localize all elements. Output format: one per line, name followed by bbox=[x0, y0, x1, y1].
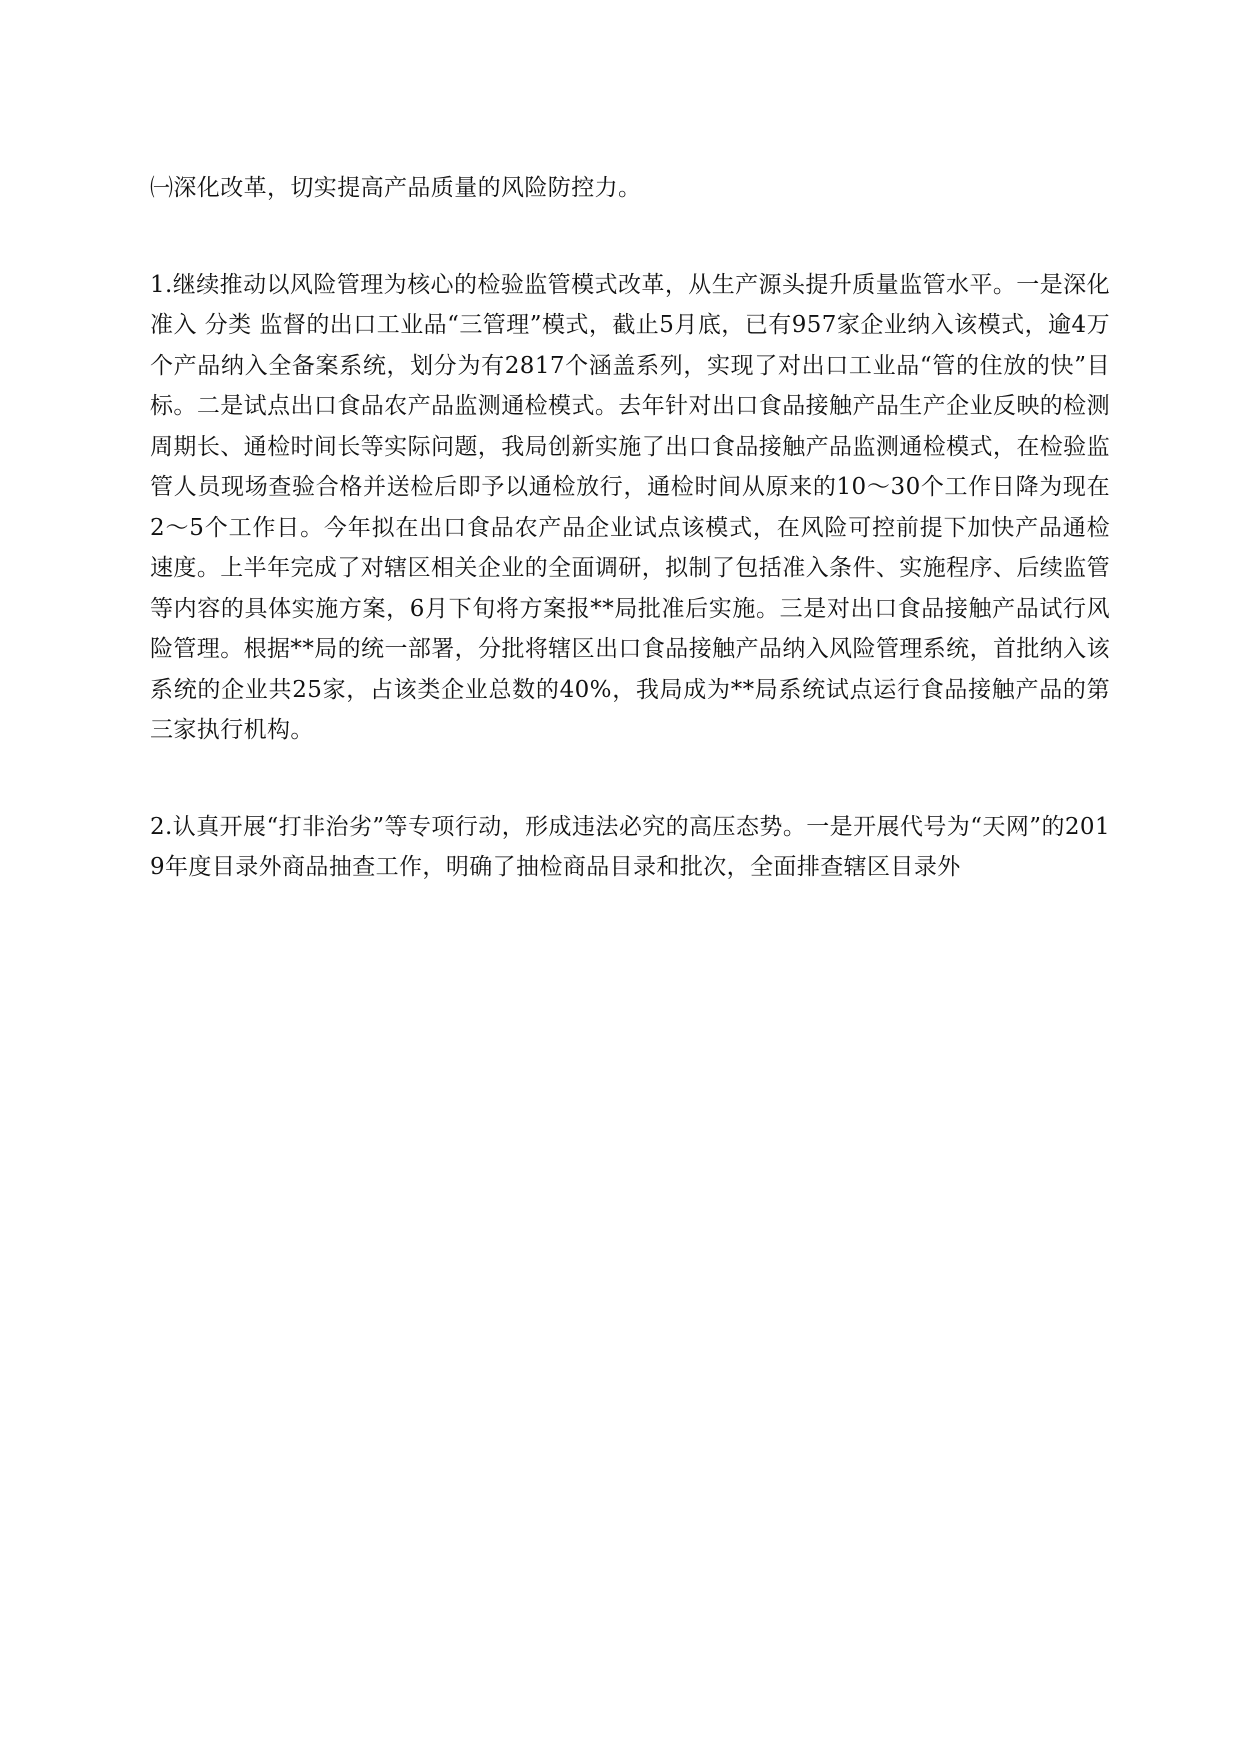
paragraph-1: 1.继续推动以风险管理为核心的检验监管模式改革，从生产源头提升质量监管水平。一是深化准入 分类 监督的出口工业品“三管理”模式，截止5月底，已有957家企业纳入该模式，逾4万个产品纳入全备案系统，划分为有2817个涵盖系列，实现了对出口工业品“管的住放的快”目标。二是试点出口食品农产品监测通检模式。去年针对出口食品接触产品生产企业反映的检测周期长、通检时间长等实际问题，我局创新实施了出口食品接触产品监测通检模式，在检验监管人员现场查验合格并送检后即予以通检放行，通检时间从原来的10～30个工作日降为现在2～5个工作日。今年拟在出口食品农产品企业试点该模式，在风险可控前提下加快产品通检速度。上半年完成了对辖区相关企业的全面调研，拟制了包括准入条件、实施程序、后续监管等内容的具体实施方案，6月下旬将方案报**局批准后实施。三是对出口食品接触产品试行风险管理。根据**局的统一部署，分批将辖区出口食品接触产品纳入风险管理系统，首批纳入该系统的企业共25家，占该类企业总数的40%，我局成为**局系统试点运行食品接触产品的第三家执行机构。 bbox=[150, 271, 1110, 743]
document-body bbox=[150, 168, 1110, 888]
paragraph-2: 2.认真开展“打非治劣”等专项行动，形成违法必究的高压态势。一是开展代号为“天网”的2019年度目录外商品抽查工作，明确了抽检商品目录和批次，全面排查辖区目录外 bbox=[150, 813, 1110, 880]
section-heading: ㈠深化改革，切实提高产品质量的风险防控力。 bbox=[150, 175, 642, 201]
